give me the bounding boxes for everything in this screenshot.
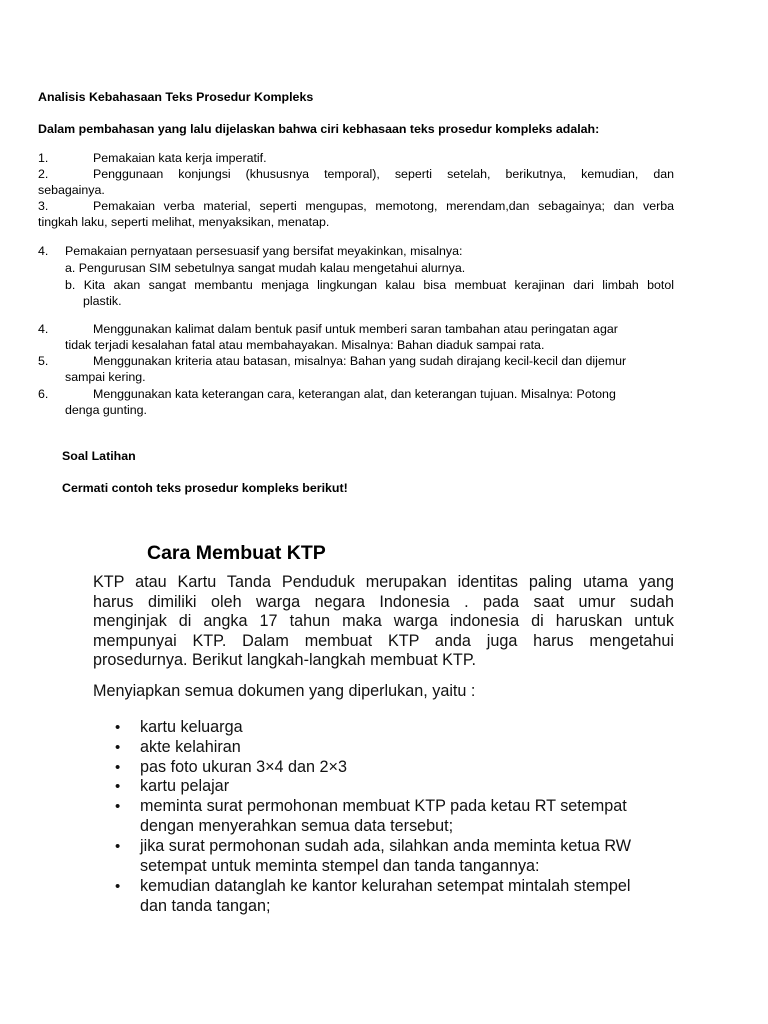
- example-paragraph: [93, 573, 674, 671]
- list-text: Menggunakan kata keterangan cara, keterangan alat, dan keterangan tujuan. Misalnya: Potong: [93, 387, 616, 401]
- list-text: Menggunakan kriteria atau batasan, misalnya: Bahan yang sudah dirajang kecil-kecil dan dijemur: [93, 354, 627, 368]
- bullet-icon: •: [115, 759, 121, 776]
- bullet-icon: •: [115, 739, 121, 756]
- list-text-continued: denga gunting.: [65, 403, 147, 417]
- list-item: [38, 386, 674, 418]
- list-text: Pemakaian kata kerja imperatif.: [93, 151, 267, 165]
- sub-item-b: b. Kita akan sangat membantu menjaga lingkungan kalau bisa membuat kerajinan dari limbah botol: [65, 278, 674, 292]
- example-title: Cara Membuat KTP: [147, 542, 326, 564]
- list-number: 5.: [38, 354, 49, 368]
- list-item: [115, 837, 675, 877]
- bullet-text: pas foto ukuran 3×4 dan 2×3: [140, 758, 348, 776]
- bullet-text: meminta surat permohonan membuat KTP pada ketau RT setempat: [140, 797, 627, 815]
- bullet-text: kartu pelajar: [140, 777, 230, 795]
- bullet-text: jika surat permohonan sudah ada, silahkan anda meminta ketua RW: [140, 837, 632, 855]
- list-text-continued: sampai kering.: [65, 370, 146, 384]
- bullet-text-continued: setempat untuk meminta stempel dan tanda tangannya:: [140, 856, 540, 875]
- list-item: [115, 758, 675, 778]
- list-text-continued: tingkah laku, seperti melihat, menyaksikan, menatap.: [38, 215, 330, 229]
- intro-text: Dalam pembahasan yang lalu dijelaskan bahwa ciri kebhasaan teks prosedur kompleks adalah:: [38, 122, 600, 136]
- paragraph-line: mempunyai KTP. Dalam membuat KTP anda juga harus mengetahui: [93, 631, 674, 650]
- bullet-icon: •: [115, 838, 121, 855]
- list-item: [115, 877, 675, 917]
- list-number: 6.: [38, 387, 49, 401]
- list-item: [38, 321, 674, 353]
- example-lead: Menyiapkan semua dokumen yang diperlukan, yaitu :: [93, 682, 476, 700]
- list-item: [115, 777, 675, 797]
- page-title: Analisis Kebahasaan Teks Prosedur Kompleks: [38, 90, 314, 104]
- bullet-text-continued: dengan menyerahkan semua data tersebut;: [140, 816, 454, 835]
- paragraph-line: harus dimiliki oleh warga negara Indonesia . pada saat umur sudah: [93, 592, 674, 611]
- list-item: [38, 198, 674, 230]
- sub-item-b-continued: plastik.: [83, 294, 122, 308]
- list-text: Pemakaian verba material, seperti mengupas, memotong, merendam,dan sebagainya; dan verba: [93, 199, 674, 213]
- list-number: 4.: [38, 322, 49, 336]
- list-text-continued: tidak terjadi kesalahan fatal atau membahayakan. Misalnya: Bahan diaduk sampai rata.: [65, 338, 545, 352]
- bullet-text-continued: dan tanda tangan;: [140, 896, 271, 915]
- bullet-text: kartu keluarga: [140, 718, 243, 736]
- list-number: 3.: [38, 199, 49, 213]
- list-number: 4.: [38, 244, 49, 258]
- paragraph-line: prosedurnya. Berikut langkah-langkah membuat KTP.: [93, 651, 477, 669]
- sub-item-a: a. Pengurusan SIM sebetulnya sangat mudah kalau mengetahui alurnya.: [65, 261, 466, 275]
- list-text: Penggunaan konjungsi (khususnya temporal), seperti setelah, berikutnya, kemudian, dan: [93, 167, 674, 181]
- bullet-icon: •: [115, 878, 121, 895]
- list-item: [115, 797, 675, 837]
- list-text: Pemakaian pernyataan persesuasif yang bersifat meyakinkan, misalnya:: [65, 244, 463, 258]
- list-text: Menggunakan kalimat dalam bentuk pasif untuk memberi saran tambahan atau peringatan agar: [93, 322, 618, 336]
- list-item: [38, 150, 674, 166]
- list-item: [38, 166, 674, 198]
- list-item: [38, 353, 674, 385]
- exercise-title: Soal Latihan: [62, 449, 136, 463]
- list-number: 2.: [38, 167, 49, 181]
- list-number: 1.: [38, 151, 49, 165]
- bullet-text: akte kelahiran: [140, 738, 241, 756]
- list-text-continued: sebagainya.: [38, 183, 105, 197]
- bullet-text: kemudian datanglah ke kantor kelurahan setempat mintalah stempel: [140, 877, 631, 895]
- bullet-icon: •: [115, 719, 121, 736]
- paragraph-line: KTP atau Kartu Tanda Penduduk merupakan identitas paling utama yang: [93, 573, 674, 591]
- bullet-icon: •: [115, 778, 121, 795]
- list-item: [38, 243, 674, 313]
- bullet-icon: •: [115, 798, 121, 815]
- exercise-instruction: Cermati contoh teks prosedur kompleks berikut!: [62, 481, 348, 495]
- list-item: [115, 718, 675, 738]
- list-item: [115, 738, 675, 758]
- paragraph-line: menginjak di angka 17 tahun maka warga indonesia di haruskan untuk: [93, 612, 674, 630]
